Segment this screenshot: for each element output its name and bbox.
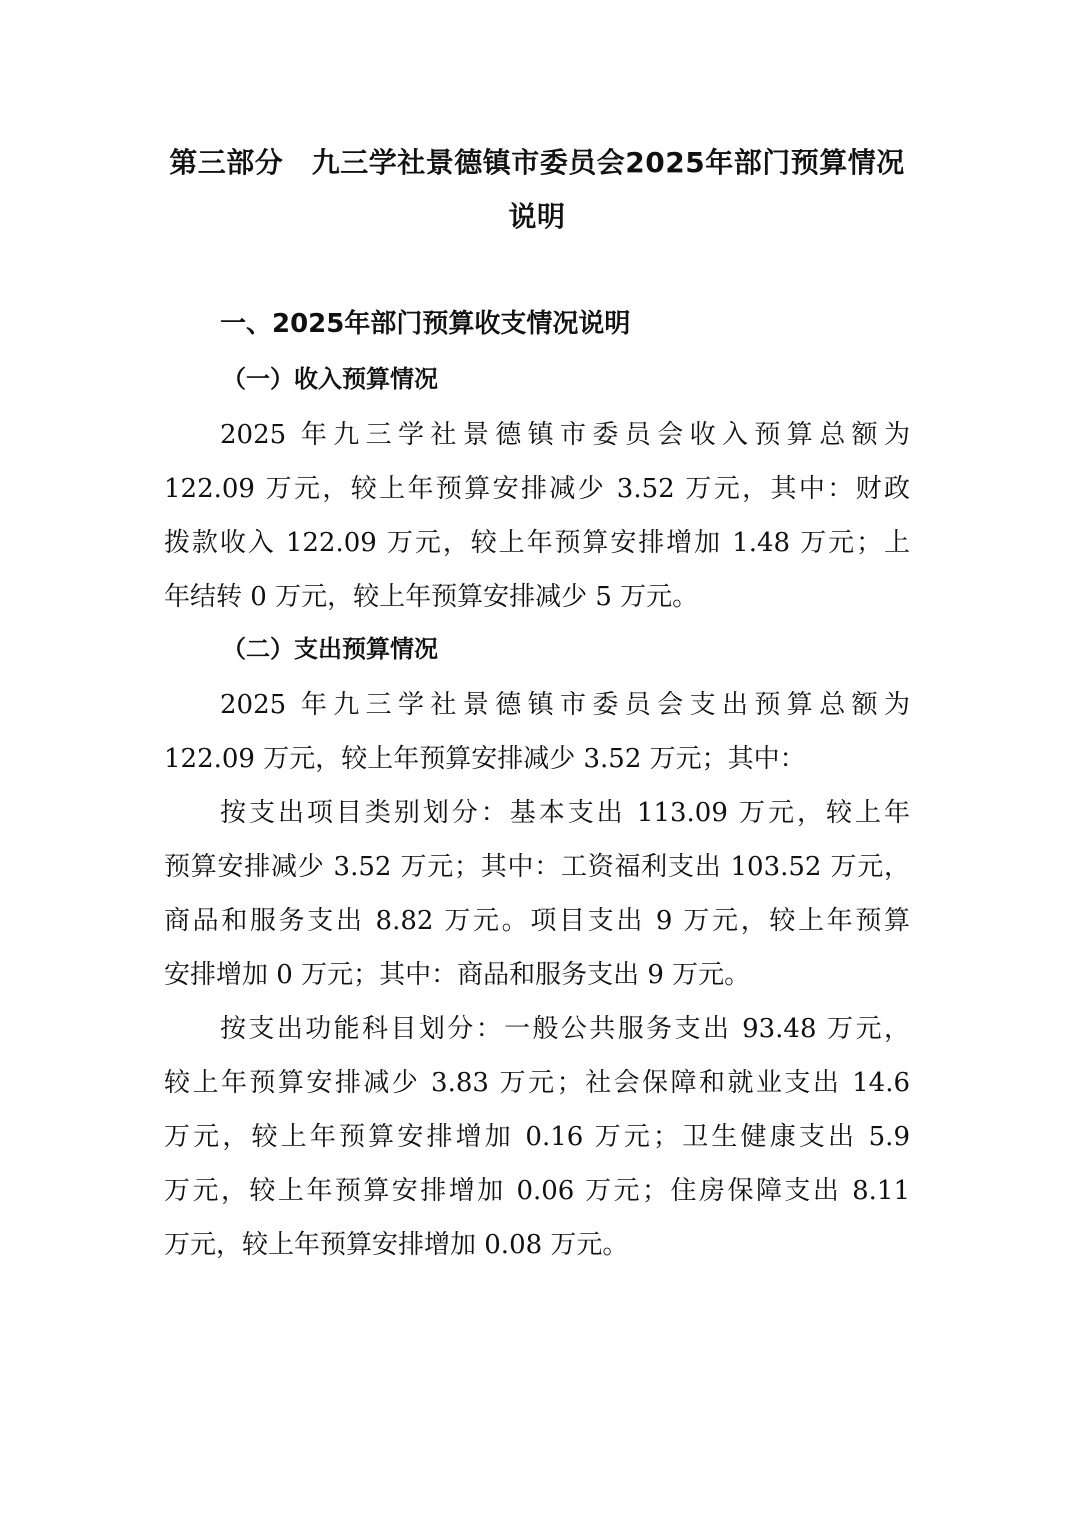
expenditure-subheading: （二）支出预算情况: [222, 635, 438, 663]
expenditure-by-category-line: 安排增加 0 万元；其中：商品和服务支出 9 万元。: [164, 960, 751, 990]
expenditure-by-function-line: 较上年预算安排减少 3.83 万元；社会保障和就业支出 14.6: [164, 1068, 910, 1098]
expenditure-by-function-line: 万元，较上年预算安排增加 0.06 万元；住房保障支出 8.11: [164, 1176, 910, 1206]
expenditure-by-category-line: 商品和服务支出 8.82 万元。项目支出 9 万元，较上年预算: [164, 906, 910, 936]
expenditure-total-line: 122.09 万元，较上年预算安排减少 3.52 万元；其中：: [164, 744, 806, 774]
expenditure-by-function-line: 万元，较上年预算安排增加 0.08 万元。: [164, 1230, 629, 1260]
document-title-line-1: 第三部分 九三学社景德镇市委员会2025年部门预算情况: [169, 146, 905, 179]
income-subheading: （一）收入预算情况: [222, 365, 438, 393]
expenditure-by-function-line: 万元，较上年预算安排增加 0.16 万元；卫生健康支出 5.9: [164, 1122, 910, 1152]
expenditure-by-category-line: 预算安排减少 3.52 万元；其中：工资福利支出 103.52 万元，: [164, 852, 910, 882]
expenditure-by-function-line: 按支出功能科目划分：一般公共服务支出 93.48 万元，: [220, 1014, 910, 1044]
income-paragraph-line: 2025 年九三学社景德镇市委员会收入预算总额为: [220, 420, 910, 450]
expenditure-by-category-line: 按支出项目类别划分：基本支出 113.09 万元，较上年: [220, 798, 910, 828]
expenditure-total-line: 2025 年九三学社景德镇市委员会支出预算总额为: [220, 690, 910, 720]
income-paragraph-line: 122.09 万元，较上年预算安排减少 3.52 万元，其中：财政: [164, 474, 910, 504]
section-heading: 一、2025年部门预算收支情况说明: [220, 309, 631, 339]
document-title-line-2: 说明: [508, 200, 566, 233]
income-paragraph-line: 年结转 0 万元，较上年预算安排减少 5 万元。: [164, 582, 699, 612]
income-paragraph-line: 拨款收入 122.09 万元，较上年预算安排增加 1.48 万元；上: [164, 528, 910, 558]
